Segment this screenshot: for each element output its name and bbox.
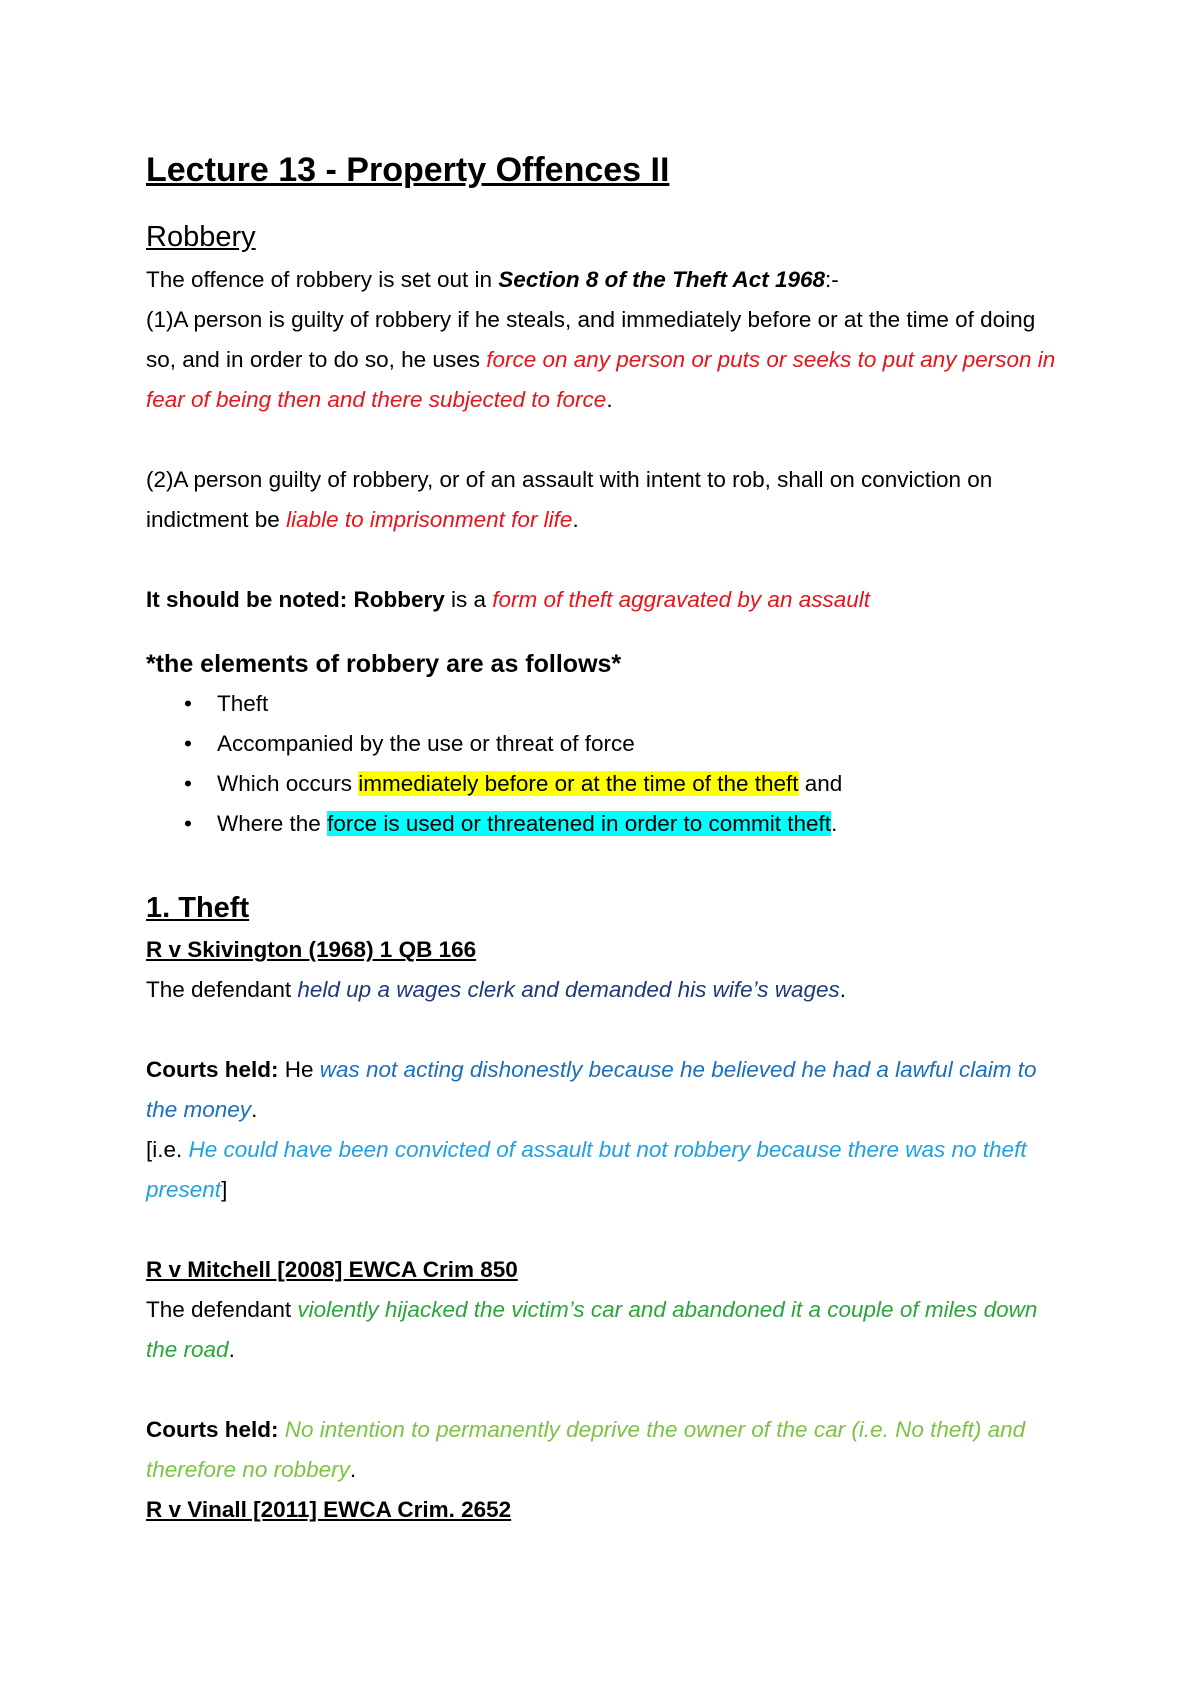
case-facts-skivington (146, 970, 1060, 1010)
held-emphasis: was not acting dishonestly because he believed he had a lawful claim to the money (146, 1057, 1037, 1123)
section-heading-robbery: Robbery (146, 220, 256, 253)
list-item-end: . (831, 811, 838, 837)
list-item-text: Which occurs (217, 771, 359, 797)
elements-list (146, 684, 1060, 844)
ie-lead: [i.e. (146, 1137, 189, 1163)
facts-emphasis: violently hijacked the victim’s car and abandoned it a couple of miles down the road (146, 1297, 1038, 1363)
bullet-icon: • (184, 731, 192, 757)
case-held-skivington (146, 1050, 1060, 1130)
s1-text: (1)A person is guilty of robbery if he steals, and immediately before or at the time of doing so, and in order to do so, he uses (146, 307, 1036, 373)
held-emphasis: No intention to permanently deprive the owner of the car (i.e. No theft) and therefore no robbery (146, 1417, 1026, 1483)
held-end: . (251, 1097, 258, 1123)
case-facts-mitchell (146, 1290, 1060, 1370)
list-item-text: Where the (217, 811, 328, 837)
statute-reference: Section 8 of the Theft Act 1968 (498, 267, 826, 293)
robbery-intro (146, 260, 1060, 300)
case-title-skivington: R v Skivington (1968) 1 QB 166 (146, 937, 477, 963)
list-item (184, 684, 1060, 724)
list-item-text: Theft (217, 691, 269, 717)
note-label: It should be noted: (146, 587, 354, 613)
case-title-vinall: R v Vinall [2011] EWCA Crim. 2652 (146, 1497, 512, 1523)
bullet-icon: • (184, 811, 192, 837)
held-lead: He (284, 1057, 320, 1083)
list-item (184, 764, 1060, 804)
subsection-1 (146, 300, 1060, 420)
note-robbery: Robbery (353, 587, 445, 613)
s2-emphasis: liable to imprisonment for life (286, 507, 573, 533)
facts-emphasis: held up a wages clerk and demanded his wife’s wages (297, 977, 840, 1003)
bullet-icon: • (184, 771, 192, 797)
held-end: . (349, 1457, 357, 1483)
facts-end: . (839, 977, 847, 1003)
held-label: Courts held: (146, 1057, 285, 1083)
highlight-yellow: immediately before or at the time of the theft (358, 771, 799, 797)
list-item-end: and (798, 771, 843, 797)
case-note-skivington (146, 1130, 1060, 1210)
note-emphasis: form of theft aggravated by an assault (492, 587, 871, 613)
list-item-text: Accompanied by the use or threat of force (217, 731, 635, 757)
subsection-2 (146, 460, 1060, 540)
s1-emphasis: force on any person or puts or seeks to put any person in fear of being then and there subjected to force (146, 347, 1056, 413)
s2-end: . (572, 507, 579, 533)
ie-emphasis: He could have been convicted of assault but not robbery because there was no theft present (146, 1137, 1027, 1203)
held-label: Courts held: (146, 1417, 285, 1443)
list-item (184, 804, 1060, 844)
facts-lead: The defendant (146, 1297, 298, 1323)
bullet-icon: • (184, 691, 192, 717)
facts-lead: The defendant (146, 977, 298, 1003)
highlight-cyan: force is used or threatened in order to commit theft (327, 811, 832, 837)
section-heading-theft: 1. Theft (146, 892, 250, 925)
intro-end: :- (825, 267, 839, 293)
ie-end: ] (221, 1177, 228, 1203)
facts-end: . (228, 1337, 235, 1363)
note-mid: is a (444, 587, 493, 613)
s2-text: (2)A person guilty of robbery, or of an assault with intent to rob, shall on conviction on indictment be (146, 467, 993, 533)
page-title: Lecture 13 - Property Offences II (146, 151, 670, 189)
note-paragraph (146, 580, 1060, 620)
s1-end: . (606, 387, 613, 413)
list-item (184, 724, 1060, 764)
case-title-mitchell: R v Mitchell [2008] EWCA Crim 850 (146, 1257, 518, 1283)
elements-heading: *the elements of robbery are as follows* (146, 650, 622, 679)
case-held-mitchell (146, 1410, 1060, 1490)
intro-text: The offence of robbery is set out in (146, 267, 499, 293)
